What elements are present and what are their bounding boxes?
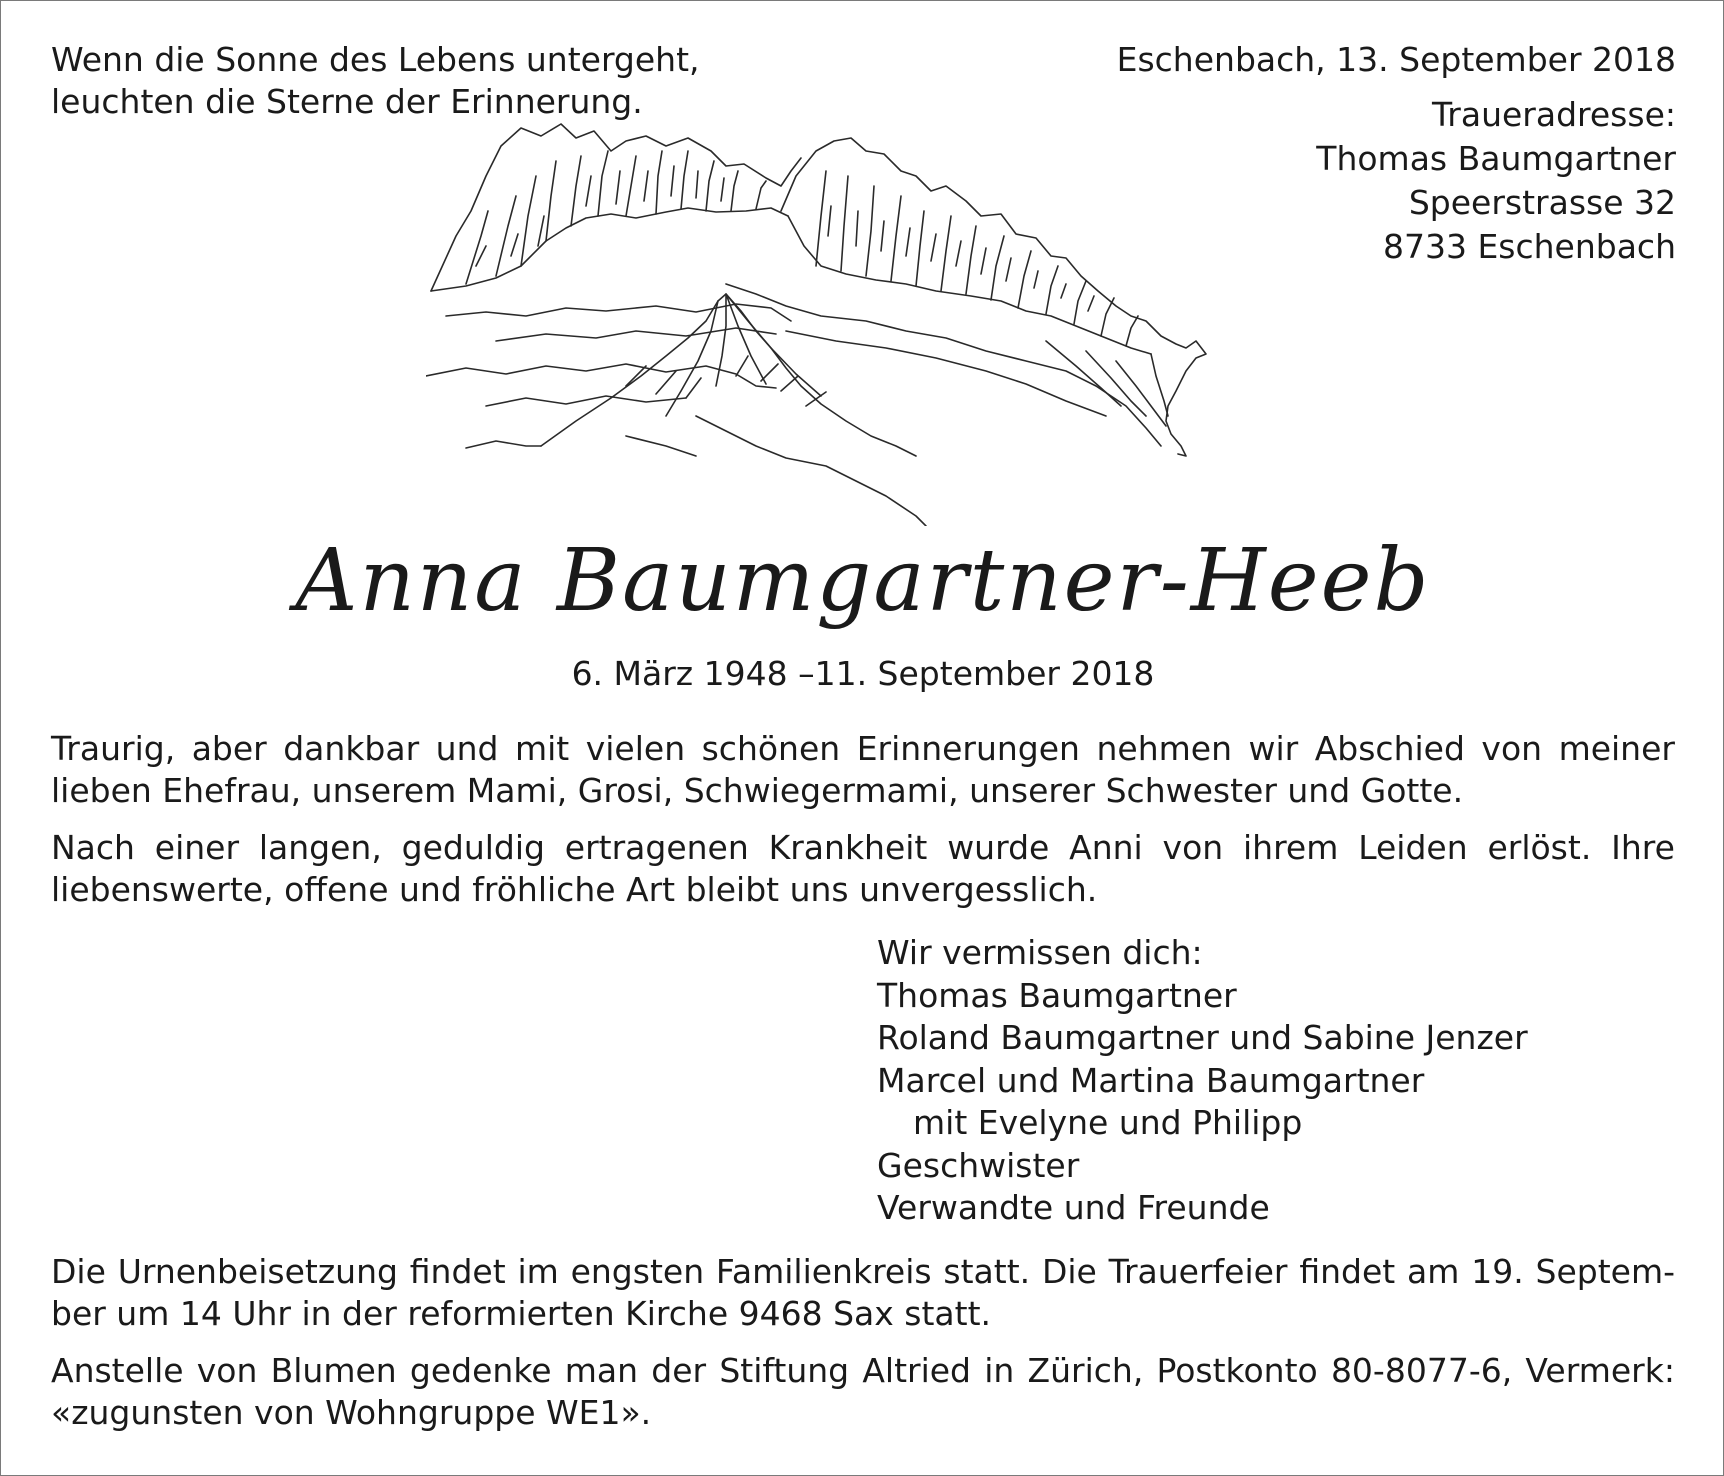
life-dates: 6. März 1948 –11. September 2018: [571, 654, 1155, 693]
paragraph-farewell: [51, 728, 1675, 812]
address-name: Thomas Baumgartner: [1316, 139, 1676, 178]
motto-line-1: Wenn die Sonne des Lebens untergeht,: [51, 40, 700, 79]
motto: [51, 39, 700, 123]
mourners-list: [877, 932, 1528, 1230]
paragraph-farewell-line-2: lieben Ehefrau, unserem Mami, Grosi, Schwiegermami, unserer Schwester und Gotte.: [51, 771, 1464, 810]
address-city: 8733 Eschenbach: [1382, 227, 1676, 266]
deceased-name: Anna Baumgartner-Heeb: [295, 531, 1431, 631]
mountain-sketch-icon: [426, 116, 1306, 526]
mourner-entry: Roland Baumgartner und Sabine Jenzer: [877, 1018, 1528, 1057]
mourner-entry: Thomas Baumgartner: [877, 975, 1237, 1015]
mourner-entry: Marcel und Martina Baumgartner: [877, 1060, 1425, 1100]
mourner-entry: Geschwister: [877, 1145, 1080, 1185]
mourner-entry: mit Evelyne und Philipp: [913, 1103, 1303, 1142]
mourners-heading: Wir vermissen dich:: [877, 933, 1203, 972]
paragraph-illness: [51, 827, 1675, 911]
address-street: Speerstrasse 32: [1408, 183, 1676, 222]
address-heading: Traueradresse:: [1431, 95, 1676, 134]
place-date: Eschenbach, 13. September 2018: [1116, 40, 1676, 79]
paragraph-illness-line-1: Nach einer langen, geduldig ertragenen Krankheit wurde Anni von ihrem Leiden erlöst. Ihre: [51, 828, 1675, 867]
paragraph-illness-line-2: liebenswerte, offene und fröhliche Art bleibt uns unvergesslich.: [51, 870, 1098, 909]
paragraph-farewell-line-1: Traurig, aber dankbar und mit vielen schönen Erinnerungen nehmen wir Abschied von meiner: [51, 729, 1675, 768]
paragraph-ceremony-line-1: Die Urnenbeisetzung findet im engsten Familienkreis statt. Die Trauerfeier findet am 19. Septem-: [51, 1252, 1675, 1291]
paragraph-ceremony: [51, 1251, 1675, 1335]
mourner-entry: Verwandte und Freunde: [877, 1188, 1270, 1227]
paragraph-donation: [51, 1350, 1675, 1434]
paragraph-donation-line-2: «zugunsten von Wohngruppe WE1».: [51, 1393, 652, 1432]
paragraph-ceremony-line-2: ber um 14 Uhr in der reformierten Kirche 9468 Sax statt.: [51, 1294, 992, 1333]
mourning-address: [1316, 93, 1676, 269]
motto-line-2: leuchten die Sterne der Erinnerung.: [51, 82, 643, 121]
paragraph-donation-line-1: Anstelle von Blumen gedenke man der Stiftung Altried in Zürich, Postkonto 80-8077-6, Vermerk:: [51, 1351, 1675, 1390]
